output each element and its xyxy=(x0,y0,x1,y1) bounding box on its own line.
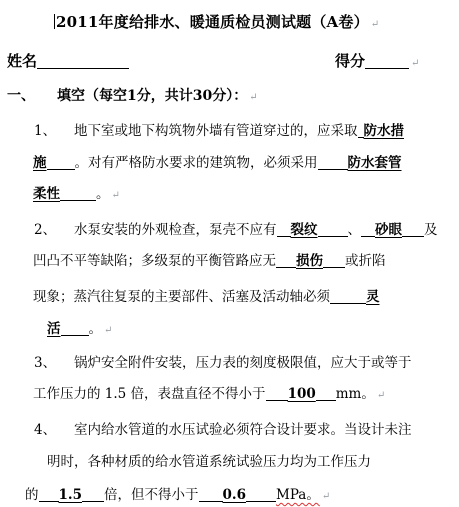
paragraph-mark-icon: ↵ xyxy=(249,92,258,103)
question-text: 及 xyxy=(424,222,438,238)
question-1-line-2 xyxy=(33,151,402,171)
question-text: 地下室或地下构筑物外墙有管道穿过的，应采取 xyxy=(74,123,358,139)
answer-text: 100 xyxy=(287,386,316,402)
answer-text: 施 xyxy=(33,155,47,171)
question-3-line-2 xyxy=(33,382,385,402)
paragraph-mark-icon: ↵ xyxy=(321,491,331,502)
section-title: 填空（每空1分，共计30分）： xyxy=(57,88,248,104)
question-text: mm。 xyxy=(335,386,375,402)
question-text: MPa。 xyxy=(276,487,320,503)
question-text: 的 xyxy=(25,487,39,503)
paragraph-mark-icon: ↵ xyxy=(376,390,386,401)
question-4-line-2 xyxy=(47,450,371,470)
question-text: 。 xyxy=(88,321,102,337)
answer-text: 1.5 xyxy=(58,487,82,503)
paragraph-mark-icon: ↵ xyxy=(411,58,420,69)
question-text: 室内给水管道的水压试验必须符合设计要求。当设计未注 xyxy=(74,422,412,438)
question-number: 3、 xyxy=(34,355,57,371)
question-text: 凹凸不平等缺陷；多级泵的平衡管路应无 xyxy=(33,253,276,269)
answer-text: 损伤 xyxy=(296,253,323,269)
score-field xyxy=(335,50,419,71)
answer-text: 防水套管 xyxy=(347,155,402,171)
question-number: 1、 xyxy=(34,123,57,139)
section-number: 一、 xyxy=(7,88,35,104)
question-4-line-1 xyxy=(74,418,412,438)
question-2-line-3 xyxy=(33,285,380,305)
answer-text: 灵 xyxy=(366,289,380,305)
name-score-row xyxy=(7,50,437,71)
title-text: 2011年度给排水、暖通质检员测试题（A卷） xyxy=(56,13,369,31)
question-1-line-1 xyxy=(74,119,404,139)
question-number: 2、 xyxy=(34,222,57,238)
answer-text: 砂眼 xyxy=(375,222,402,238)
paragraph-mark-icon: ↵ xyxy=(370,19,380,30)
answer-text: 活 xyxy=(47,321,61,337)
answer-text: 0.6 xyxy=(222,487,246,503)
question-text: 。 xyxy=(96,186,110,202)
question-3-line-1 xyxy=(74,351,412,371)
name-blank[interactable] xyxy=(37,54,129,69)
question-2-line-1 xyxy=(74,218,438,238)
paragraph-mark-icon: ↵ xyxy=(111,190,120,201)
question-1-line-3 xyxy=(33,182,120,202)
text-cursor xyxy=(54,14,55,29)
score-label: 得分 xyxy=(335,52,366,70)
question-text: 、 xyxy=(347,222,361,238)
question-text: 水泵安装的外观检查，泵壳不应有 xyxy=(74,222,277,238)
answer-text: 裂纹 xyxy=(290,222,318,238)
question-2-line-2 xyxy=(33,249,386,269)
document-title xyxy=(54,11,379,32)
question-2-line-4 xyxy=(47,317,112,337)
answer-text: 防水措 xyxy=(363,123,404,139)
question-text: 。对有严格防水要求的建筑物，必须采用 xyxy=(74,155,318,171)
question-text: 工作压力的 1.5 倍，表盘直径不得小于 xyxy=(33,386,266,402)
question-text: 明时，各种材质的给水管道系统试验压力均为工作压力 xyxy=(47,454,371,470)
paragraph-mark-icon: ↵ xyxy=(104,325,113,336)
name-label: 姓名 xyxy=(7,52,38,70)
question-4-line-3 xyxy=(25,483,330,503)
question-text: 或折陷 xyxy=(345,253,386,269)
question-text: 倍，但不得小于 xyxy=(104,487,199,503)
question-number: 4、 xyxy=(34,422,57,438)
score-blank[interactable] xyxy=(365,54,409,69)
question-text: 锅炉安全附件安装，压力表的刻度极限值，应大于或等于 xyxy=(74,355,412,371)
section-heading xyxy=(7,85,258,105)
question-text: 现象；蒸汽往复泵的主要部件、活塞及活动轴必须 xyxy=(33,289,330,305)
answer-text: 柔性 xyxy=(33,186,60,202)
